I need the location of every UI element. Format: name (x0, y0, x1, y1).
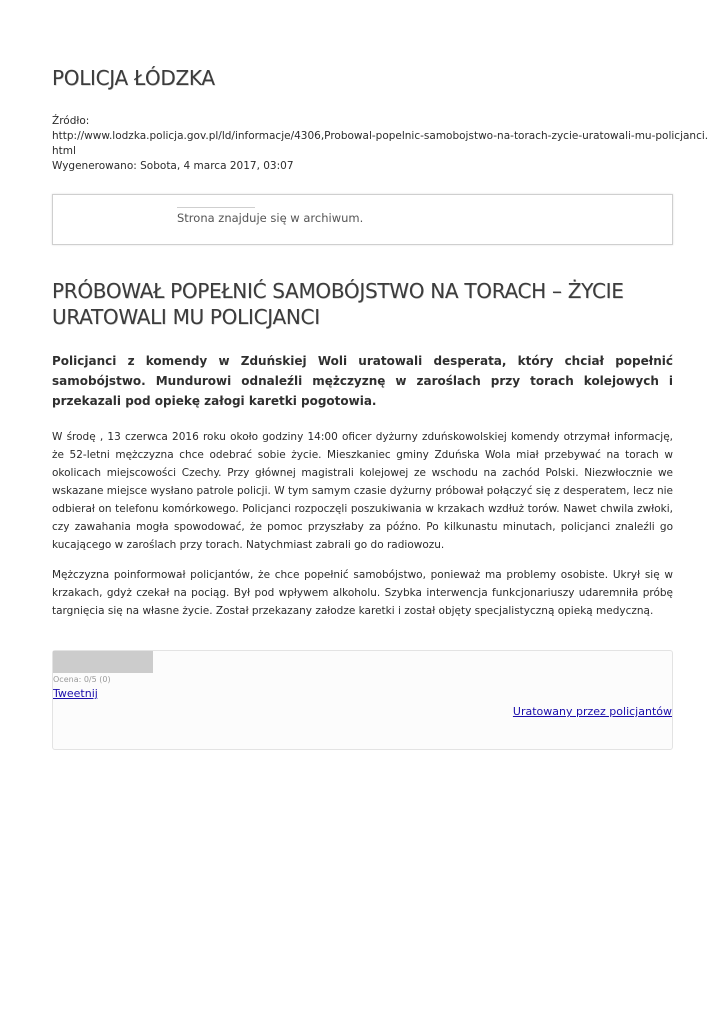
rating-stars[interactable] (53, 651, 153, 673)
article-lead: Policjanci z komendy w Zduńskiej Woli uratowali desperata, który chciał popełnić samobójstwo. Mundurowi odnaleźli mężczyznę w zaroślach przy torach kolejowych i przekazali pod opiekę załogi karetki pogotowia. (52, 354, 673, 408)
site-title: POLICJA ŁÓDZKA (52, 66, 215, 90)
generated-date: Wygenerowano: Sobota, 4 marca 2017, 03:07 (52, 160, 294, 172)
source-label: Źródło: (52, 115, 90, 127)
archive-notice-box (52, 194, 673, 245)
article-title: PRÓBOWAŁ POPEŁNIĆ SAMOBÓJSTWO NA TORACH – ŻYCIE URATOWALI MU POLICJANCI (52, 279, 624, 329)
rating-box (52, 650, 673, 750)
source-meta (52, 114, 709, 174)
article-body (52, 428, 673, 632)
source-url: http://www.lodzka.policja.gov.pl/ld/informacje/4306,Probowal-popelnic-samobojstwo-na-torach-zycie-uratowali-mu-policjanci. (52, 130, 709, 142)
source-url-continued: html (52, 145, 76, 157)
article-paragraph: Mężczyzna poinformował policjantów, że chce popełnić samobójstwo, ponieważ ma problemy osobiste. Ukrył się w krzakach, gdyż czekał na pociąg. Był pod wpływem alkoholu. Szybka interwencja funkcjonariuszy udaremniła próbę targnięcia się na własne życie. Został przekazany załodze karetki i został objęty specjalistyczną opieką medyczną. (52, 569, 673, 617)
archive-divider (177, 207, 255, 208)
rating-text: Ocena: 0/5 (0) (53, 675, 111, 684)
related-article-link[interactable]: Uratowany przez policjantów (512, 705, 672, 718)
archive-notice: Strona znajduje się w archiwum. (177, 211, 364, 225)
article-paragraph: W środę , 13 czerwca 2016 roku około godziny 14:00 oficer dyżurny zduńskowolskiej komendy otrzymał informację, że 52-letni mężczyzna chce odebrać sobie życie. Mieszkaniec gminy Zduńska Wola miał przebywać na torach w okolicach miejscowości Czechy. Przy głównej magistrali kolejowej ze wschodu na zachód Polski. Niezwłocznie we wskazane miejsce wysłano patrole policji. W tym samym czasie dyżurny próbował połączyć się z desperatem, lecz nie odbierał on telefonu komórkowego. Policjanci rozpoczęli poszukiwania w krzakach wzdłuż torów. Nawet chwila zwłoki, czy zawahania mogła spowodować, że pomoc przyszłaby za późno. Po kilkunastu minutach, policjanci znaleźli go kucającego w zaroślach przy torach. Natychmiast zabrali go do radiowozu. (52, 431, 673, 551)
tweet-link[interactable]: Tweetnij (53, 687, 98, 700)
